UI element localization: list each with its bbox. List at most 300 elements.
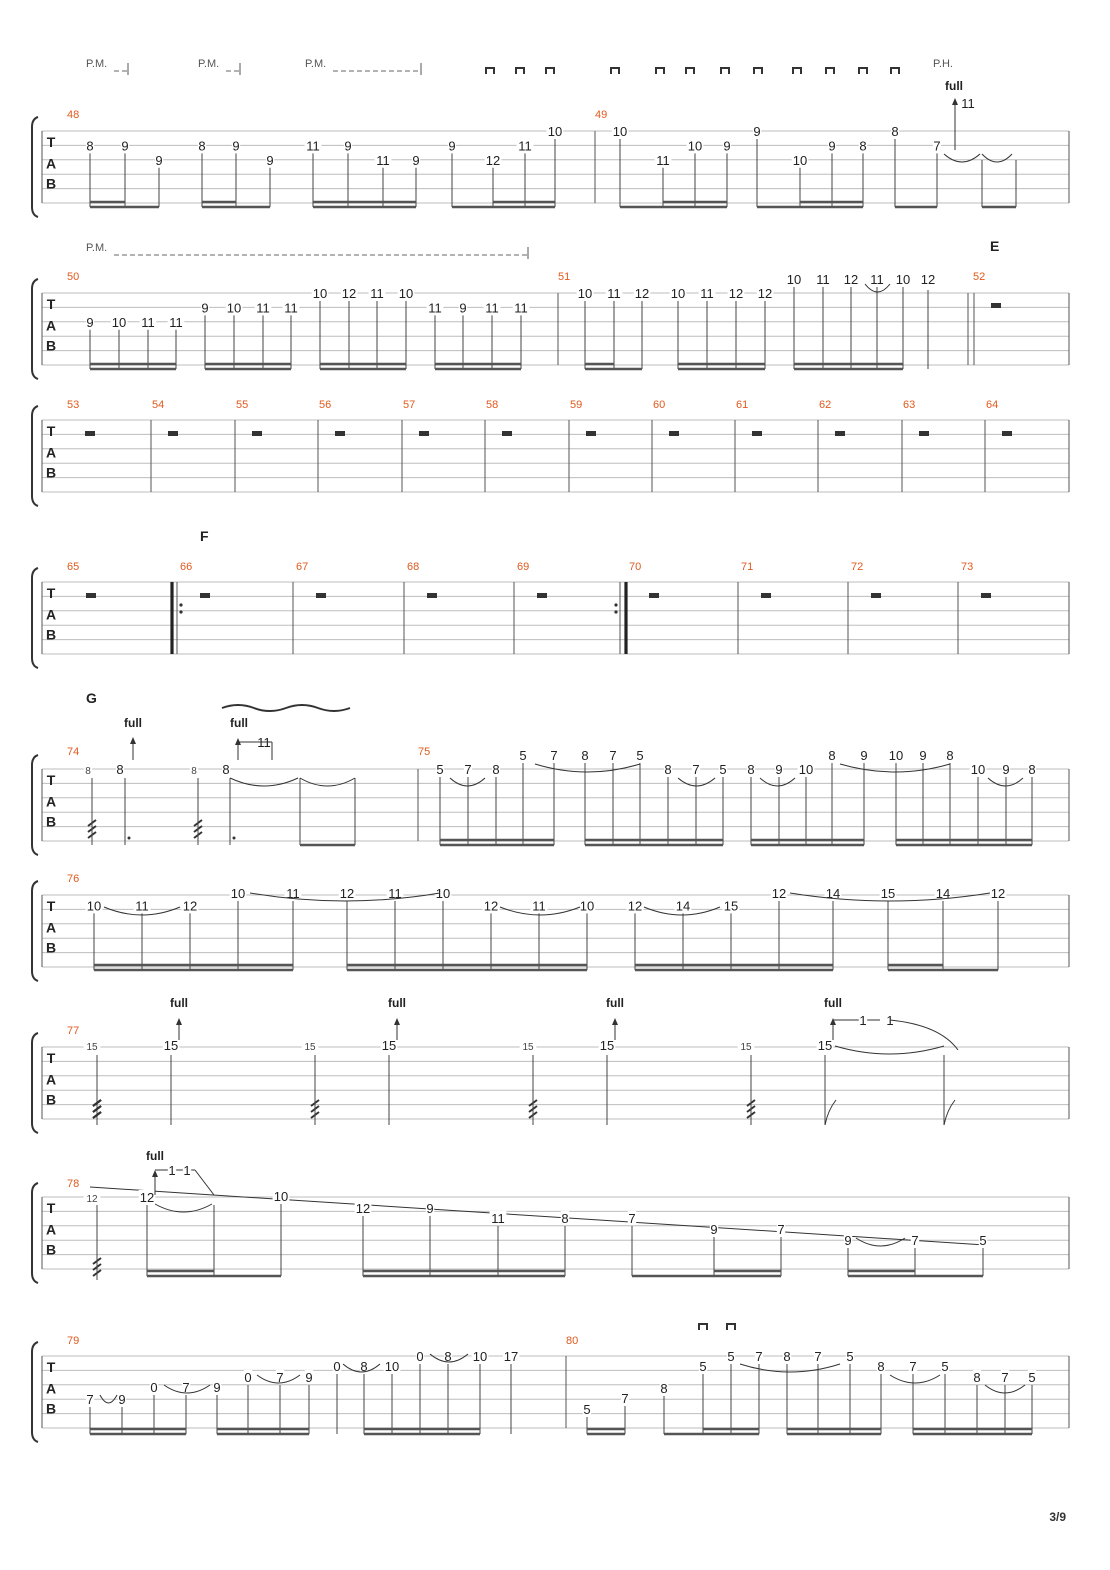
tie xyxy=(840,764,950,772)
tie xyxy=(535,764,640,772)
measure-number: 56 xyxy=(319,399,332,411)
system-bracket xyxy=(32,279,38,379)
tie xyxy=(760,778,795,786)
bend-arrowhead xyxy=(612,1018,618,1025)
bend-arrowhead xyxy=(830,1018,836,1025)
fret-number: 15 xyxy=(163,1038,179,1053)
tie xyxy=(890,1375,940,1383)
fret-number: 12 xyxy=(757,286,773,301)
fret-number: 11 xyxy=(257,735,271,750)
fret-number: 12 xyxy=(355,1201,371,1216)
fret-number: 7 xyxy=(909,1359,917,1374)
tab-clef-b: B xyxy=(45,1400,57,1417)
fret-number: 12 xyxy=(339,886,355,901)
downstroke-icon xyxy=(754,68,762,74)
bend-full-label: full xyxy=(388,996,406,1010)
fret-number: 9 xyxy=(710,1222,718,1237)
tab-clef-a: A xyxy=(45,1071,57,1088)
fret-number: 5 xyxy=(727,1349,735,1364)
fret-number: 7 xyxy=(86,1392,94,1407)
fret-number: 9 xyxy=(775,762,783,777)
fret-number: 11 xyxy=(491,1211,505,1226)
fret-number: 8 xyxy=(86,138,94,154)
fret-number: 10 xyxy=(273,1189,289,1204)
fret-number: 8 xyxy=(877,1359,885,1374)
downstroke-icon xyxy=(486,68,494,74)
bend-full-label: full xyxy=(124,716,142,730)
fret-number: 5 xyxy=(1028,1370,1036,1385)
fret-number: 9 xyxy=(201,300,209,316)
system-bracket xyxy=(32,568,38,668)
fret-number: 15 xyxy=(381,1038,397,1053)
measure-number: 63 xyxy=(903,399,916,411)
fret-number: 11 xyxy=(370,286,384,301)
fret-number: 12 xyxy=(843,272,859,287)
fret-number: 9 xyxy=(232,138,240,154)
measure-number: 67 xyxy=(296,561,309,573)
measure-number: 58 xyxy=(486,399,499,411)
fret-number: 11 xyxy=(286,886,300,901)
fret-number: 11 xyxy=(306,138,320,154)
fret-number: 7 xyxy=(1001,1370,1009,1385)
fret-number: 10 xyxy=(86,898,102,914)
fret-number: 10 xyxy=(895,272,911,287)
fret-number: 8 xyxy=(444,1349,452,1364)
fret-number: 10 xyxy=(888,748,904,763)
system-bracket xyxy=(32,117,38,217)
fret-number: 9 xyxy=(844,1233,852,1248)
whole-rest xyxy=(669,431,679,436)
measure-number: 48 xyxy=(67,109,80,121)
fret-number: 11 xyxy=(256,300,270,316)
flag xyxy=(825,1100,836,1125)
fret-number: 7 xyxy=(621,1391,629,1406)
tab-clef-t: T xyxy=(46,897,56,914)
fret-number: 11 xyxy=(135,898,149,914)
fret-number: 7 xyxy=(182,1380,190,1395)
repeat-dot xyxy=(179,610,182,613)
downstroke-icon xyxy=(546,68,554,74)
fret-number: 8 xyxy=(561,1211,569,1226)
palm-mute-label: P.M. xyxy=(198,58,220,70)
fret-number: 5 xyxy=(941,1359,949,1374)
bend-arrowhead xyxy=(130,737,136,744)
whole-rest xyxy=(871,593,881,598)
fret-number: 10 xyxy=(577,286,593,301)
fret-number: 10 xyxy=(970,762,986,777)
measure-number: 66 xyxy=(180,561,193,573)
tab-clef-b: B xyxy=(45,175,57,192)
bend-arrowhead xyxy=(152,1170,158,1177)
fret-number: 10 xyxy=(111,314,127,330)
measure-number: 77 xyxy=(67,1025,80,1037)
fret-number: 5 xyxy=(719,762,727,777)
whole-rest xyxy=(316,593,326,598)
tab-clef-t: T xyxy=(46,1199,56,1216)
downstroke-icon xyxy=(686,68,694,74)
tab-clef-b: B xyxy=(45,626,57,643)
whole-rest xyxy=(752,431,762,436)
fret-number: 5 xyxy=(583,1402,591,1417)
whole-rest xyxy=(991,303,1001,308)
fret-number: 15 xyxy=(599,1038,615,1053)
downstroke-icon xyxy=(656,68,664,74)
tab-clef-b: B xyxy=(45,1091,57,1108)
fret-number: 15 xyxy=(304,1042,316,1053)
measure-number: 54 xyxy=(152,399,165,411)
fret-number: 10 xyxy=(384,1359,400,1374)
fret-number: 15 xyxy=(817,1038,833,1053)
fret-number: 11 xyxy=(388,886,402,901)
fret-number: 10 xyxy=(612,124,628,139)
fret-number: 8 xyxy=(747,762,755,777)
fret-number: 11 xyxy=(485,300,499,316)
section-marker: G xyxy=(86,690,97,706)
downstroke-icon xyxy=(859,68,867,74)
whole-rest xyxy=(168,431,178,436)
bend-full-label: full xyxy=(146,1149,164,1163)
fret-number: 15 xyxy=(880,886,896,901)
bend-full-label: full xyxy=(230,716,248,730)
fret-number: 5 xyxy=(699,1359,707,1374)
fret-number: 11 xyxy=(656,152,670,168)
fret-number: 5 xyxy=(979,1233,987,1248)
fret-number: 10 xyxy=(792,152,808,168)
whole-rest xyxy=(586,431,596,436)
measure-number: 50 xyxy=(67,271,80,283)
fret-number: 10 xyxy=(687,138,703,154)
fret-number: 9 xyxy=(86,314,94,330)
measure-number: 53 xyxy=(67,399,80,411)
measure-number: 78 xyxy=(67,1178,80,1190)
fret-number: 10 xyxy=(472,1349,488,1364)
repeat-dot xyxy=(614,610,617,613)
pinch-harmonic-label: P.H. xyxy=(933,58,953,70)
page-number: 3/9 xyxy=(1049,1510,1066,1524)
whole-rest xyxy=(85,431,95,436)
fret-number: 15 xyxy=(86,1042,98,1053)
tab-clef-t: T xyxy=(46,295,56,312)
fret-number: 12 xyxy=(182,898,198,914)
measure-number: 70 xyxy=(629,561,642,573)
palm-mute-label: P.M. xyxy=(305,58,327,70)
tab-clef-t: T xyxy=(46,133,56,150)
system-bracket xyxy=(32,1033,38,1133)
fret-number: 8 xyxy=(198,138,206,154)
system-bracket xyxy=(32,881,38,981)
bend-full-label: full xyxy=(606,996,624,1010)
tab-clef-a: A xyxy=(45,1221,57,1238)
tab-clef-t: T xyxy=(46,584,56,601)
palm-mute-label: P.M. xyxy=(86,58,108,70)
measure-number: 49 xyxy=(595,109,608,121)
fret-number: 7 xyxy=(755,1349,763,1364)
fret-number: 9 xyxy=(118,1392,126,1407)
fret-number: 9 xyxy=(344,138,352,154)
system-bracket xyxy=(32,1342,38,1442)
tab-clef-a: A xyxy=(45,155,57,172)
measure-number: 71 xyxy=(741,561,754,573)
fret-number: 17 xyxy=(503,1349,519,1364)
whole-rest xyxy=(427,593,437,598)
fret-number: 11 xyxy=(700,286,714,301)
fret-number: 5 xyxy=(519,748,527,763)
whole-rest xyxy=(200,593,210,598)
fret-number: 14 xyxy=(825,886,841,901)
fret-number: 7 xyxy=(777,1222,785,1237)
fret-number: 9 xyxy=(213,1380,221,1395)
whole-rest xyxy=(835,431,845,436)
fret-number: 12 xyxy=(86,1194,98,1205)
fret-number: 11 xyxy=(816,272,830,287)
fret-number: 9 xyxy=(121,138,129,154)
fret-number: 11 xyxy=(141,314,155,330)
measure-number: 75 xyxy=(418,746,431,758)
measure-number: 79 xyxy=(67,1335,80,1347)
fret-number: 7 xyxy=(609,748,617,763)
whole-rest xyxy=(419,431,429,436)
bend-release xyxy=(890,1020,958,1050)
fret-number: 8 xyxy=(891,124,899,139)
fret-number: 8 xyxy=(1028,762,1036,777)
bend-full-label: full xyxy=(170,996,188,1010)
tab-clef-a: A xyxy=(45,444,57,461)
tab-clef-a: A xyxy=(45,1380,57,1397)
fret-number: 9 xyxy=(828,138,836,154)
measure-number: 68 xyxy=(407,561,420,573)
tab-clef-t: T xyxy=(46,771,56,788)
fret-number: 10 xyxy=(398,286,414,301)
fret-number: 14 xyxy=(935,886,951,901)
fret-number: 0 xyxy=(244,1370,252,1385)
dot xyxy=(233,837,236,840)
fret-number: 11 xyxy=(284,300,298,316)
fret-number: 0 xyxy=(150,1380,158,1395)
fret-number: 12 xyxy=(627,898,643,914)
vibrato-icon xyxy=(222,705,350,711)
fret-number: 12 xyxy=(139,1190,155,1205)
tab-clef-b: B xyxy=(45,337,57,354)
tab-clef-t: T xyxy=(46,1358,56,1375)
section-marker: E xyxy=(990,238,1000,254)
whole-rest xyxy=(649,593,659,598)
measure-number: 59 xyxy=(570,399,583,411)
fret-number: 5 xyxy=(436,762,444,777)
tab-clef-t: T xyxy=(46,1049,56,1066)
measure-number: 76 xyxy=(67,873,80,885)
fret-number: 10 xyxy=(547,124,563,139)
system-bracket xyxy=(32,755,38,855)
fret-number: 9 xyxy=(266,152,274,168)
fret-number: 7 xyxy=(464,762,472,777)
fret-number: 5 xyxy=(636,748,644,763)
measure-number: 74 xyxy=(67,746,80,758)
tie xyxy=(982,154,1012,162)
bend-arrowhead xyxy=(176,1018,182,1025)
fret-number: 8 xyxy=(116,762,124,777)
fret-number: 11 xyxy=(428,300,442,316)
downstroke-icon xyxy=(727,1324,735,1330)
fret-number: 8 xyxy=(859,138,867,154)
fret-number: 9 xyxy=(155,152,163,168)
fret-number: 12 xyxy=(341,286,357,301)
fret-number: 11 xyxy=(169,314,183,330)
fret-number: 9 xyxy=(412,152,420,168)
system-bracket xyxy=(32,406,38,506)
fret-number: 8 xyxy=(660,1381,668,1396)
fret-number: 8 xyxy=(360,1359,368,1374)
fret-number: 15 xyxy=(740,1042,752,1053)
fret-number: 9 xyxy=(426,1201,434,1216)
fret-number: 9 xyxy=(860,748,868,763)
fret-number: 8 xyxy=(946,748,954,763)
dot xyxy=(128,837,131,840)
fret-number: 7 xyxy=(276,1370,284,1385)
fret-number: 8 xyxy=(664,762,672,777)
fret-number: 0 xyxy=(416,1349,424,1364)
fret-number: 1 xyxy=(859,1013,867,1028)
fret-number: 8 xyxy=(492,762,500,777)
repeat-dot xyxy=(614,603,617,606)
fret-number: 8 xyxy=(828,748,836,763)
tab-clef-a: A xyxy=(45,606,57,623)
fret-number: 9 xyxy=(723,138,731,154)
tab-clef-a: A xyxy=(45,919,57,936)
bend-arrowhead xyxy=(394,1018,400,1025)
fret-number: 12 xyxy=(990,886,1006,901)
tab-clef-b: B xyxy=(45,464,57,481)
fret-number: 8 xyxy=(973,1370,981,1385)
fret-number: 12 xyxy=(485,152,501,168)
measure-number: 55 xyxy=(236,399,249,411)
fret-number: 7 xyxy=(550,748,558,763)
fret-number: 11 xyxy=(376,152,390,168)
tab-clef-b: B xyxy=(45,1241,57,1258)
whole-rest xyxy=(1002,431,1012,436)
whole-rest xyxy=(919,431,929,436)
fret-number: 11 xyxy=(870,272,884,287)
measure-number: 62 xyxy=(819,399,832,411)
bend-arrowhead xyxy=(952,98,958,105)
downstroke-icon xyxy=(721,68,729,74)
tie xyxy=(155,1204,212,1212)
downstroke-icon xyxy=(891,68,899,74)
measure-number: 73 xyxy=(961,561,974,573)
fret-number: 7 xyxy=(692,762,700,777)
fret-number: 7 xyxy=(933,138,941,154)
fret-number: 11 xyxy=(518,138,532,154)
measure-number: 61 xyxy=(736,399,749,411)
fret-number: 9 xyxy=(305,1370,313,1385)
whole-rest xyxy=(537,593,547,598)
fret-number: 1 xyxy=(168,1163,176,1178)
fret-number: 8 xyxy=(222,762,230,777)
fret-number: 10 xyxy=(230,886,246,901)
fret-number: 9 xyxy=(459,300,467,316)
fret-number: 8 xyxy=(191,766,197,777)
fret-number: 11 xyxy=(961,96,975,111)
downstroke-icon xyxy=(793,68,801,74)
downstroke-icon xyxy=(516,68,524,74)
whole-rest xyxy=(252,431,262,436)
fret-number: 10 xyxy=(312,286,328,301)
fret-number: 12 xyxy=(483,898,499,914)
tie xyxy=(944,154,980,162)
fret-number: 1 xyxy=(886,1013,894,1028)
whole-rest xyxy=(335,431,345,436)
downstroke-icon xyxy=(699,1324,707,1330)
measure-number: 65 xyxy=(67,561,80,573)
measure-number: 60 xyxy=(653,399,666,411)
fret-number: 9 xyxy=(1002,762,1010,777)
downstroke-icon xyxy=(826,68,834,74)
fret-number: 11 xyxy=(607,286,621,301)
fret-number: 9 xyxy=(753,124,761,139)
fret-number: 10 xyxy=(435,886,451,901)
measure-number: 69 xyxy=(517,561,530,573)
fret-number: 1 xyxy=(183,1163,191,1178)
fret-number: 8 xyxy=(581,748,589,763)
repeat-dot xyxy=(179,603,182,606)
bend-full-label: full xyxy=(824,996,842,1010)
fret-number: 8 xyxy=(783,1349,791,1364)
measure-number: 72 xyxy=(851,561,864,573)
fret-number: 11 xyxy=(532,898,546,914)
fret-number: 9 xyxy=(919,748,927,763)
section-marker: F xyxy=(200,528,209,544)
tab-clef-b: B xyxy=(45,813,57,830)
fret-number: 5 xyxy=(846,1349,854,1364)
fret-number: 15 xyxy=(522,1042,534,1053)
fret-number: 7 xyxy=(814,1349,822,1364)
downstroke-icon xyxy=(611,68,619,74)
bend-release xyxy=(195,1170,214,1195)
measure-number: 80 xyxy=(566,1335,579,1347)
tie xyxy=(230,778,298,786)
fret-number: 10 xyxy=(798,762,814,777)
fret-number: 0 xyxy=(333,1359,341,1374)
tab-clef-b: B xyxy=(45,939,57,956)
fret-number: 8 xyxy=(85,766,91,777)
fret-number: 12 xyxy=(920,272,936,287)
flag xyxy=(944,1100,955,1125)
whole-rest xyxy=(761,593,771,598)
measure-number: 51 xyxy=(558,271,571,283)
whole-rest xyxy=(981,593,991,598)
fret-number: 10 xyxy=(670,286,686,301)
fret-number: 12 xyxy=(728,286,744,301)
fret-number: 10 xyxy=(579,898,595,914)
fret-number: 7 xyxy=(911,1233,919,1248)
fret-number: 14 xyxy=(675,898,691,914)
system-bracket xyxy=(32,1183,38,1283)
measure-number: 64 xyxy=(986,399,999,411)
fret-number: 9 xyxy=(448,138,456,154)
tab-clef-a: A xyxy=(45,317,57,334)
measure-number: 52 xyxy=(973,271,986,283)
tie xyxy=(300,778,355,786)
whole-rest xyxy=(502,431,512,436)
whole-rest xyxy=(86,593,96,598)
tab-clef-t: T xyxy=(46,422,56,439)
fret-number: 10 xyxy=(786,272,802,287)
tab-clef-a: A xyxy=(45,793,57,810)
fret-number: 11 xyxy=(514,300,528,316)
measure-number: 57 xyxy=(403,399,416,411)
fret-number: 15 xyxy=(723,898,739,914)
fret-number: 7 xyxy=(628,1211,636,1226)
fret-number: 10 xyxy=(226,300,242,316)
